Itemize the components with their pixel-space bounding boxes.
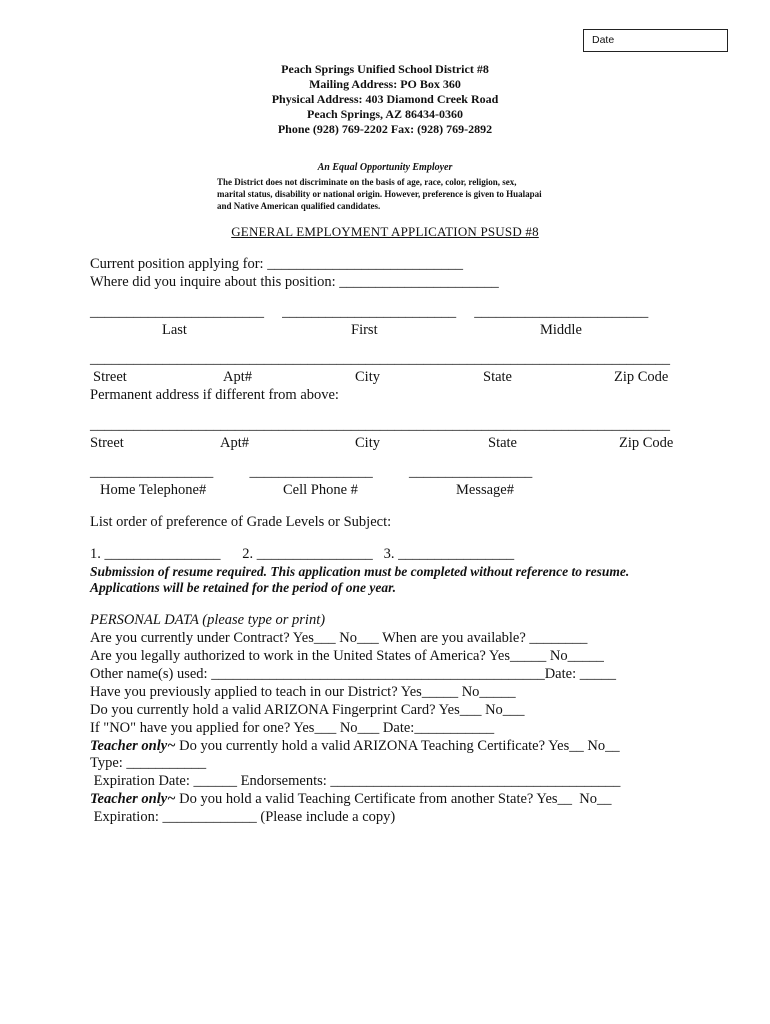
state-label: State xyxy=(483,369,512,385)
fingerprint-applied-question[interactable]: If "NO" have you applied for one? Yes___ No___ Date:___________ xyxy=(90,720,495,736)
city-state-zip: Peach Springs, AZ 86434-0360 xyxy=(306,107,463,121)
form-title: GENERAL EMPLOYMENT APPLICATION PSUSD #8 xyxy=(231,224,539,239)
zip-label: Zip Code xyxy=(614,369,669,385)
teacher-only-label: Teacher only~ xyxy=(90,738,176,754)
grade-preference-choices[interactable]: 1. ________________ 2. ________________ 3. ________________ xyxy=(90,546,515,562)
fingerprint-card-question[interactable]: Do you currently hold a valid ARIZONA Fingerprint Card? Yes___ No___ xyxy=(90,702,525,718)
work-authorization-question[interactable]: Are you legally authorized to work in the United States of America? Yes_____ No_____ xyxy=(90,648,604,664)
other-state-certificate-text: Do you hold a valid Teaching Certificate from another State? Yes__ No__ xyxy=(175,791,612,807)
city-label: City xyxy=(355,369,380,385)
state-label-2: State xyxy=(488,435,517,451)
address-blank[interactable]: ________________________________________________________________________________ xyxy=(90,351,670,367)
az-certificate-question[interactable] xyxy=(90,738,620,755)
street-label-2: Street xyxy=(90,435,124,451)
phone-blanks[interactable]: _________________ _________________ _________________ xyxy=(90,464,533,480)
permanent-address-label: Permanent address if different from above: xyxy=(90,387,339,403)
eoe-line-3: and Native American qualified candidates. xyxy=(217,201,381,211)
resume-note-1: Submission of resume required. This application must be completed without reference to resume. xyxy=(90,564,630,579)
phone-fax: Phone (928) 769-2202 Fax: (928) 769-2892 xyxy=(277,122,493,136)
last-name-label: Last xyxy=(162,322,187,338)
eoe-line-2: marital status, disability or national origin. However, preference is given to Hualapai xyxy=(217,189,542,199)
date-field[interactable] xyxy=(583,29,728,52)
district-name: Peach Springs Unified School District #8 xyxy=(281,62,489,76)
zip-label-2: Zip Code xyxy=(619,435,674,451)
expiration-field[interactable]: Expiration: _____________ (Please include a copy) xyxy=(90,809,396,825)
teacher-only-label-2: Teacher only~ xyxy=(90,791,176,807)
az-certificate-text: Do you currently hold a valid ARIZONA Teaching Certificate? Yes__ No__ xyxy=(175,738,620,754)
personal-data-title: PERSONAL DATA (please type or print) xyxy=(90,612,326,628)
eoe-line-1: The District does not discriminate on the basis of age, race, color, religion, sex, xyxy=(217,177,517,187)
other-state-certificate-question[interactable] xyxy=(90,791,612,808)
expiration-endorsements-field[interactable]: Expiration Date: ______ Endorsements: ________________________________________ xyxy=(90,773,621,789)
street-label: Street xyxy=(93,369,127,385)
city-label-2: City xyxy=(355,435,380,451)
name-blanks[interactable]: ________________________ ________________________ ________________________ xyxy=(90,304,649,320)
message-label: Message# xyxy=(456,482,514,498)
contract-question[interactable]: Are you currently under Contract? Yes___ No___ When are you available? ________ xyxy=(90,630,588,646)
eoe-title: An Equal Opportunity Employer xyxy=(317,162,453,173)
inquire-field[interactable]: Where did you inquire about this position: ______________________ xyxy=(90,274,499,290)
physical-address: Physical Address: 403 Diamond Creek Road xyxy=(271,92,499,106)
resume-note-2: Applications will be retained for the period of one year. xyxy=(90,580,396,595)
grade-preference-label: List order of preference of Grade Levels or Subject: xyxy=(90,514,392,530)
permanent-address-blank[interactable]: ________________________________________________________________________________ xyxy=(90,417,670,433)
certificate-type-field[interactable]: Type: ___________ xyxy=(90,755,207,771)
cell-phone-label: Cell Phone # xyxy=(283,482,358,498)
other-names-field[interactable]: Other name(s) used: ______________________________________________Date: _____ xyxy=(90,666,616,682)
middle-name-label: Middle xyxy=(540,322,582,338)
apt-label-2: Apt# xyxy=(220,435,249,451)
mailing-address: Mailing Address: PO Box 360 xyxy=(309,77,461,91)
apt-label: Apt# xyxy=(223,369,252,385)
home-phone-label: Home Telephone# xyxy=(100,482,207,498)
current-position-field[interactable]: Current position applying for: ___________________________ xyxy=(90,256,463,272)
previously-applied-question[interactable]: Have you previously applied to teach in our District? Yes_____ No_____ xyxy=(90,684,516,700)
date-label: Date xyxy=(592,34,615,46)
first-name-label: First xyxy=(351,322,378,338)
